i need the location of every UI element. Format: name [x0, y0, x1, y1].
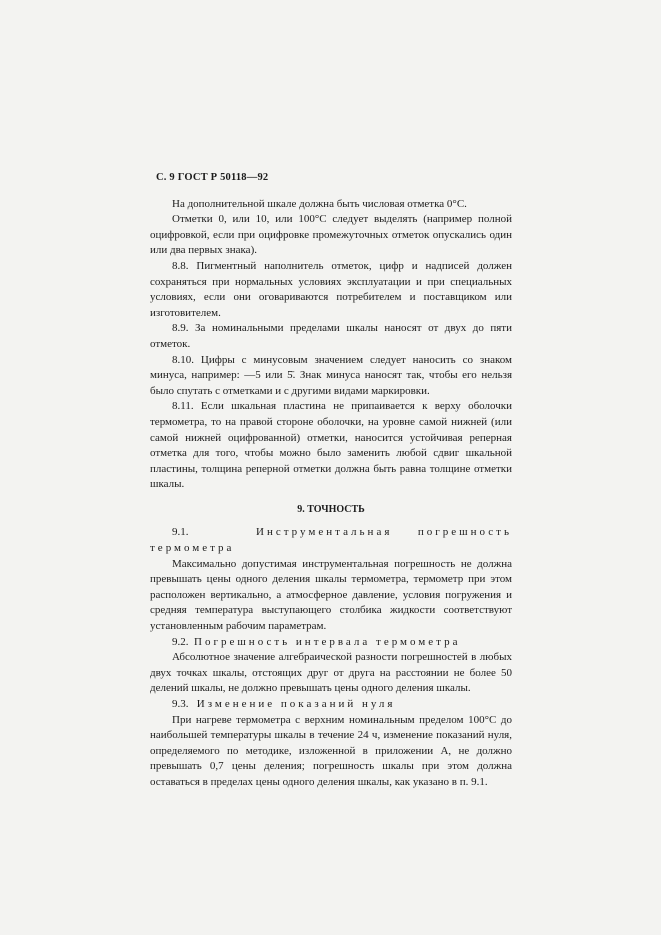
subsection-9-2-number: 9.2. — [172, 635, 189, 648]
subsection-9-1-text: Максимально допустимая инструментальная погрешность не должна превышать цены одного деления шкалы термометра, термометр при этом расположен вертикально, а атмосферное давление, условия погружения и средняя температура выступающего столбика жидкости соответствуют установленным рабочим параметрам. — [150, 557, 512, 633]
paragraph-mark-highlight: Отметки 0, или 10, или 100°С следует выделять (например полной оцифровкой, если при оцифровке промежуточных отметок опускались один или два первых знака). — [150, 213, 512, 257]
subsection-9-3-number: 9.3. — [172, 698, 189, 710]
document-page — [150, 170, 512, 791]
paragraph-8-11: 8.11. Если шкальная пластина не припаивается к верху оболочки термометра, то на правой стороне оболочки, на уровне самой нижней (или самой нижней оцифрованной) отметки, наносится устойчивая реперная отметка для того, чтобы можно было заменить любой сдвиг шкальной пластины, толщина реперной отметки должна быть равна толщине отметки шкалы. — [150, 400, 512, 491]
subsection-9-2-heading — [150, 635, 512, 651]
subsection-9-2-text: Абсолютное значение алгебраической разности погрешностей в любых двух точках шкалы, отстоящих друг от друга на расстоянии не более 50 делений шкалы, не должно превышать цены одного деления шкалы. — [150, 651, 512, 695]
paragraph-8-8: 8.8. Пигментный наполнитель отметок, цифр и надписей должен сохраняться при нормальных условиях эксплуатации и при специальных условиях, если они оговариваются потребителем и поставщиком или изготовителем. — [150, 259, 512, 319]
paragraph-zero-mark: На дополнительной шкале должна быть числовая отметка 0°С. — [172, 197, 467, 210]
subsection-9-1-heading — [150, 525, 512, 556]
subsection-9-3-heading — [150, 697, 512, 713]
section-title: 9. ТОЧНОСТЬ — [297, 503, 365, 515]
subsection-9-2-title: Погрешность интервала термометра — [194, 635, 461, 648]
subsection-9-3-title: Изменение показаний нуля — [196, 698, 396, 710]
subsection-9-1-number: 9.1. — [172, 526, 189, 539]
paragraph-8-10: 8.10. Цифры с минусовым значением следует наносить со знаком минуса, например: —5 или 5̄. Знак минуса наносят так, чтобы его нельзя было спутать с отметками и с другими видами маркировки. — [150, 353, 512, 397]
subsection-9-3-text: При нагреве термометра с верхним номинальным пределом 100°С до наибольшей температуры шкалы в течение 24 ч, изменение показаний нуля, определяемого по методике, изложенной в приложении А, не должно превышать 0,7 цены деления; погрешность шкалы при этом должна оставаться в пределах цены одного деления шкалы, как указано в п. 9.1. — [150, 713, 512, 788]
paragraph-8-9: 8.9. За номинальными пределами шкалы наносят от двух до пяти отметок. — [150, 322, 512, 350]
page-header: С. 9 ГОСТ Р 50118—92 — [156, 172, 269, 183]
subsection-9-1-title: Инструментальная погрешность термометра — [150, 526, 513, 555]
